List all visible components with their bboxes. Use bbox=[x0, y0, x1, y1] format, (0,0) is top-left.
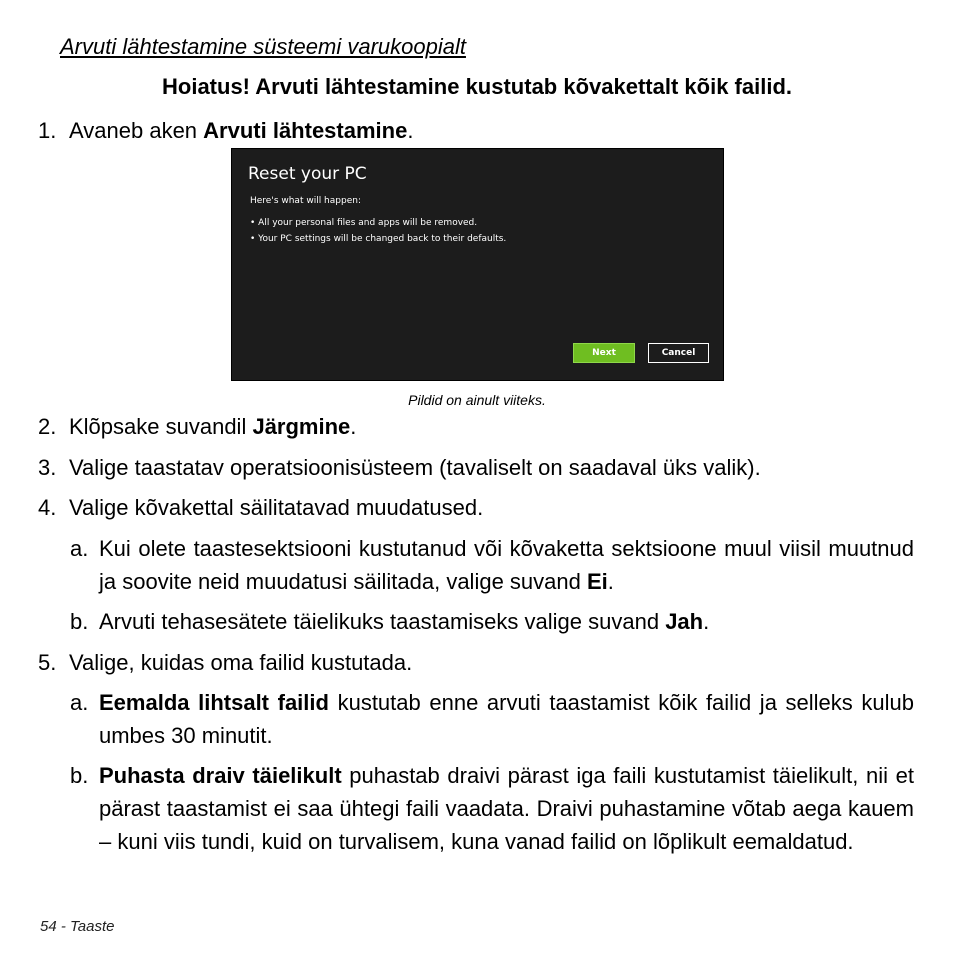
step-5 bbox=[38, 646, 412, 679]
step-number: 3. bbox=[38, 455, 57, 480]
step-text: Avaneb aken bbox=[69, 118, 204, 143]
cancel-button[interactable]: Cancel bbox=[648, 343, 709, 363]
sub-letter: a. bbox=[70, 690, 89, 715]
step-number: 5. bbox=[38, 650, 57, 675]
step-5a bbox=[70, 686, 914, 752]
sub-bold: Jah bbox=[665, 609, 704, 634]
step-3 bbox=[38, 451, 761, 484]
sub-end: . bbox=[607, 569, 614, 594]
image-caption: Pildid on ainult viiteks. bbox=[408, 392, 546, 408]
step-1 bbox=[38, 114, 413, 147]
step-text: Valige taastatav operatsioonisüsteem (tavaliselt on saadaval üks valik). bbox=[69, 455, 761, 480]
reset-bullet-1: • All your personal files and apps will be removed. bbox=[250, 218, 478, 228]
sub-text: Kui olete taastesektsiooni kustutanud või kõvaketta sektsioone muul viisil muutnud ja soovite neid muudatusi säilitada, valige suvand bbox=[99, 536, 914, 594]
sub-body bbox=[99, 532, 914, 598]
step-2 bbox=[38, 410, 356, 443]
step-text: Klõpsake suvandil bbox=[69, 414, 253, 439]
sub-bold: Puhasta draiv täielikult bbox=[99, 763, 342, 788]
step-4a bbox=[70, 532, 914, 598]
step-bold: Järgmine bbox=[252, 414, 351, 439]
sub-text: kustutab enne arvuti taastamist kõik failid ja selleks kulub umbes 30 minutit. bbox=[99, 690, 914, 748]
reset-title: Reset your PC bbox=[248, 164, 367, 184]
sub-body bbox=[99, 759, 914, 858]
sub-end: . bbox=[703, 609, 710, 634]
step-text: Valige, kuidas oma failid kustutada. bbox=[69, 650, 413, 675]
sub-text: Arvuti tehasesätete täielikuks taastamiseks valige suvand bbox=[99, 609, 666, 634]
sub-body bbox=[99, 686, 914, 752]
step-bold: Arvuti lähtestamine bbox=[203, 118, 408, 143]
sub-body bbox=[99, 605, 914, 638]
step-4 bbox=[38, 491, 483, 524]
step-5b bbox=[70, 759, 914, 858]
sub-letter: b. bbox=[70, 763, 89, 788]
step-end: . bbox=[407, 118, 414, 143]
section-heading: Arvuti lähtestamine süsteemi varukoopialt bbox=[60, 34, 466, 59]
reset-pc-screenshot bbox=[231, 148, 724, 381]
warning-text: Hoiatus! Arvuti lähtestamine kustutab kõvakettalt kõik failid. bbox=[162, 74, 792, 99]
step-number: 4. bbox=[38, 495, 57, 520]
page-footer: 54 - Taaste bbox=[40, 918, 115, 935]
next-button[interactable]: Next bbox=[573, 343, 635, 363]
step-end: . bbox=[350, 414, 357, 439]
sub-letter: a. bbox=[70, 536, 89, 561]
step-4b bbox=[70, 605, 914, 638]
sub-bold: Eemalda lihtsalt failid bbox=[99, 690, 329, 715]
reset-bullet-2: • Your PC settings will be changed back to their defaults. bbox=[250, 234, 507, 244]
sub-bold: Ei bbox=[586, 569, 608, 594]
step-number: 1. bbox=[38, 118, 57, 143]
step-text: Valige kõvakettal säilitatavad muudatused. bbox=[69, 495, 484, 520]
sub-letter: b. bbox=[70, 609, 89, 634]
step-number: 2. bbox=[38, 414, 57, 439]
reset-intro: Here's what will happen: bbox=[250, 196, 361, 206]
sub-text: puhastab draivi pärast iga faili kustutamist täielikult, nii et pärast taastamist ei saa ühtegi faili vaadata. Draivi puhastamine võtab aega kauem – kuni viis tundi, kuid on turvalisem, kuna vanad failid on lõplikult eemaldatud. bbox=[99, 763, 914, 854]
